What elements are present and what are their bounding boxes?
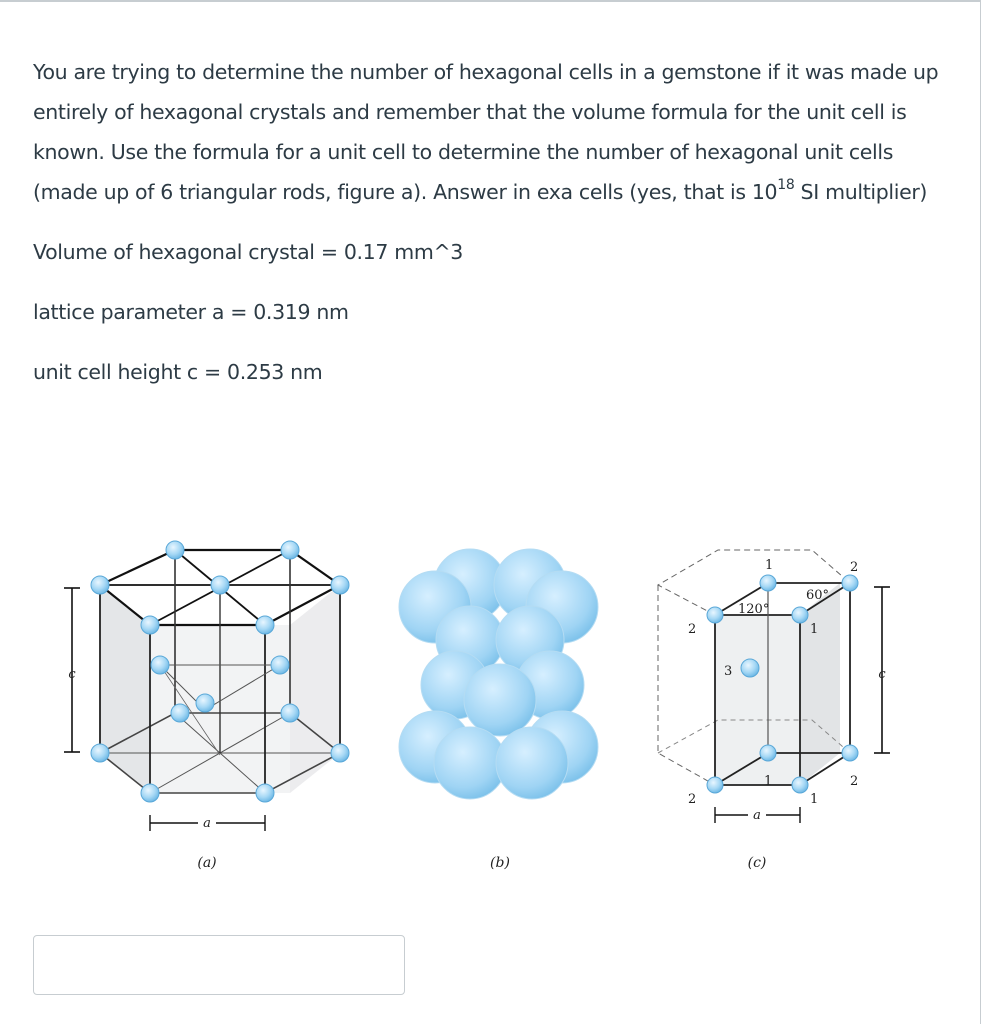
site-label-2-bottom-right: 2 (850, 774, 859, 789)
height-line: unit cell height c = 0.253 nm (33, 360, 323, 384)
question-body: You are trying to determine the number of hexagonal cells in a gemstone if it was made up entirely of hexagonal crystals and remember that the volume formula for the unit cell is known. Use the formula for a unit cell to determine the number of hexagonal unit cells (made up of 6 triangular rods, figure a). Answer in exa cells (yes, that is 10 (33, 60, 939, 204)
top-border (0, 0, 981, 2)
site-label-1-right: 1 (810, 622, 819, 637)
angle-60-label: 60° (806, 588, 830, 603)
c-axis-label-a: c (68, 667, 76, 682)
site-label-2-bottom-left: 2 (688, 792, 697, 807)
c-axis-label-c: c (878, 667, 886, 682)
question-paragraph (33, 52, 948, 212)
a-axis-label-a: a (203, 816, 211, 831)
figure-c-unit-cell (658, 550, 890, 871)
site-label-1-top: 1 (765, 558, 774, 573)
volume-line: Volume of hexagonal crystal = 0.17 mm^3 (33, 240, 463, 264)
caption-c: (c) (747, 855, 767, 871)
caption-b: (b) (490, 855, 510, 871)
site-label-1-bottom: 1 (764, 774, 773, 789)
a-axis-label-c: a (753, 808, 761, 823)
caption-a: (a) (197, 855, 217, 871)
site-label-1-bottom-right: 1 (810, 792, 819, 807)
site-label-2-left: 2 (688, 622, 697, 637)
exponent: 18 (777, 177, 795, 194)
question-tail: SI multiplier) (794, 180, 928, 204)
site-label-3: 3 (724, 664, 733, 679)
figure-a-unit-cell (64, 541, 349, 871)
hexagonal-crystal-figure (50, 535, 920, 895)
site-label-2-top: 2 (850, 560, 859, 575)
answer-input[interactable] (33, 935, 405, 995)
figure-b-packed-spheres (399, 549, 598, 799)
lattice-line: lattice parameter a = 0.319 nm (33, 300, 349, 324)
angle-120-label: 120° (738, 602, 770, 617)
question-text (33, 52, 948, 392)
